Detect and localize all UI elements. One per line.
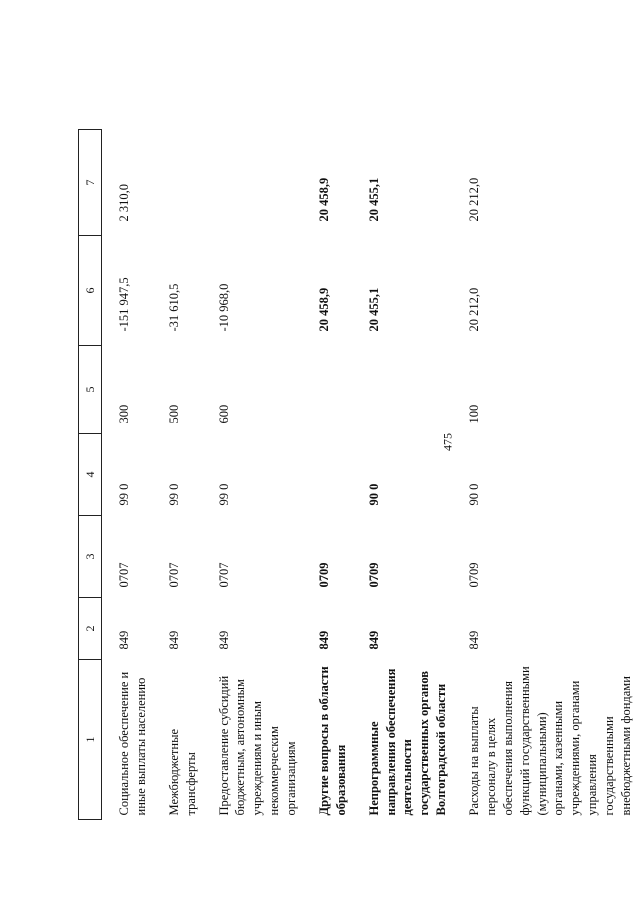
page-number: 475 bbox=[440, 433, 455, 451]
cell-c4: 90 0 bbox=[467, 483, 481, 506]
cell-c7: 20 458,9 bbox=[316, 177, 331, 222]
cell-c2: 849 bbox=[467, 630, 481, 650]
cell-c2: 849 bbox=[366, 630, 381, 650]
header-row bbox=[79, 130, 102, 820]
cell-name: Социальное обеспечение и иные выплаты населению bbox=[117, 671, 148, 816]
cell-name: Расходы на выплаты персоналу в целях обеспечения выполнения функций государственными (муниципальными) органами, казенными учреждениями, органами управления государственными внебюджетными фондами bbox=[467, 666, 633, 816]
budget-table-sheet bbox=[78, 130, 633, 820]
cell-c7: 2 310,0 bbox=[117, 184, 131, 222]
cell-c2: 849 bbox=[117, 630, 131, 650]
cell-c5: 100 bbox=[467, 404, 481, 424]
cell-c2: 849 bbox=[216, 630, 231, 650]
cell-c7: 20 212,0 bbox=[467, 177, 481, 222]
cell-c3: 0707 bbox=[117, 562, 131, 588]
cell-name: Межбюджетные трансферты bbox=[166, 728, 198, 816]
cell-name: Непрограммные направления обеспечения деятельности государственных органов Волгоградской области bbox=[366, 668, 449, 816]
cell-c6: 20 455,1 bbox=[366, 287, 381, 332]
budget-table bbox=[78, 129, 640, 820]
cell-name: Другие вопросы в области образования bbox=[316, 666, 348, 816]
cell-c3: 0707 bbox=[216, 562, 231, 588]
cell-c5: 300 bbox=[117, 404, 131, 424]
cell-c7: 20 455,1 bbox=[366, 177, 381, 222]
cell-c2: 849 bbox=[316, 630, 331, 650]
table-row bbox=[102, 130, 156, 820]
cell-c3: 0709 bbox=[467, 562, 481, 588]
cell-c3: 0709 bbox=[316, 562, 331, 588]
cell-c5 bbox=[306, 346, 356, 434]
cell-c3: 0709 bbox=[366, 562, 381, 588]
table-row bbox=[456, 130, 640, 820]
cell-c2: 849 bbox=[166, 630, 181, 650]
cell-c6: -10 968,0 bbox=[216, 283, 231, 332]
cell-c5: 600 bbox=[216, 404, 231, 424]
col-header-3: 3 bbox=[79, 516, 102, 598]
cell-c3: 0707 bbox=[166, 562, 181, 588]
cell-c6: 20 458,9 bbox=[316, 287, 331, 332]
col-header-7: 7 bbox=[79, 130, 102, 236]
cell-c4: 99 0 bbox=[117, 483, 131, 506]
table-row bbox=[206, 130, 306, 820]
cell-c4: 99 0 bbox=[166, 483, 181, 506]
cell-c6: -151 947,5 bbox=[117, 277, 131, 332]
cell-c4: 99 0 bbox=[216, 483, 231, 506]
col-header-5: 5 bbox=[79, 346, 102, 434]
col-header-1: 1 bbox=[79, 660, 102, 820]
cell-name: Предоставление субсидий бюджетным, автономным учреждениям и иным некоммерческим организациям bbox=[216, 675, 298, 816]
cell-c5: 500 bbox=[166, 404, 181, 424]
rotated-table-wrapper bbox=[78, 130, 633, 820]
cell-c6: 20 212,0 bbox=[467, 287, 481, 332]
table-row bbox=[156, 130, 206, 820]
cell-c7 bbox=[156, 130, 206, 236]
cell-c6: -31 610,5 bbox=[166, 283, 181, 332]
cell-c4: 90 0 bbox=[366, 483, 381, 506]
table-row bbox=[356, 130, 456, 820]
col-header-4: 4 bbox=[79, 434, 102, 516]
col-header-6: 6 bbox=[79, 236, 102, 346]
table-body bbox=[102, 130, 640, 820]
cell-c4 bbox=[306, 434, 356, 516]
cell-c7 bbox=[206, 130, 306, 236]
cell-c5 bbox=[356, 346, 456, 434]
col-header-2: 2 bbox=[79, 598, 102, 660]
table-row bbox=[306, 130, 356, 820]
